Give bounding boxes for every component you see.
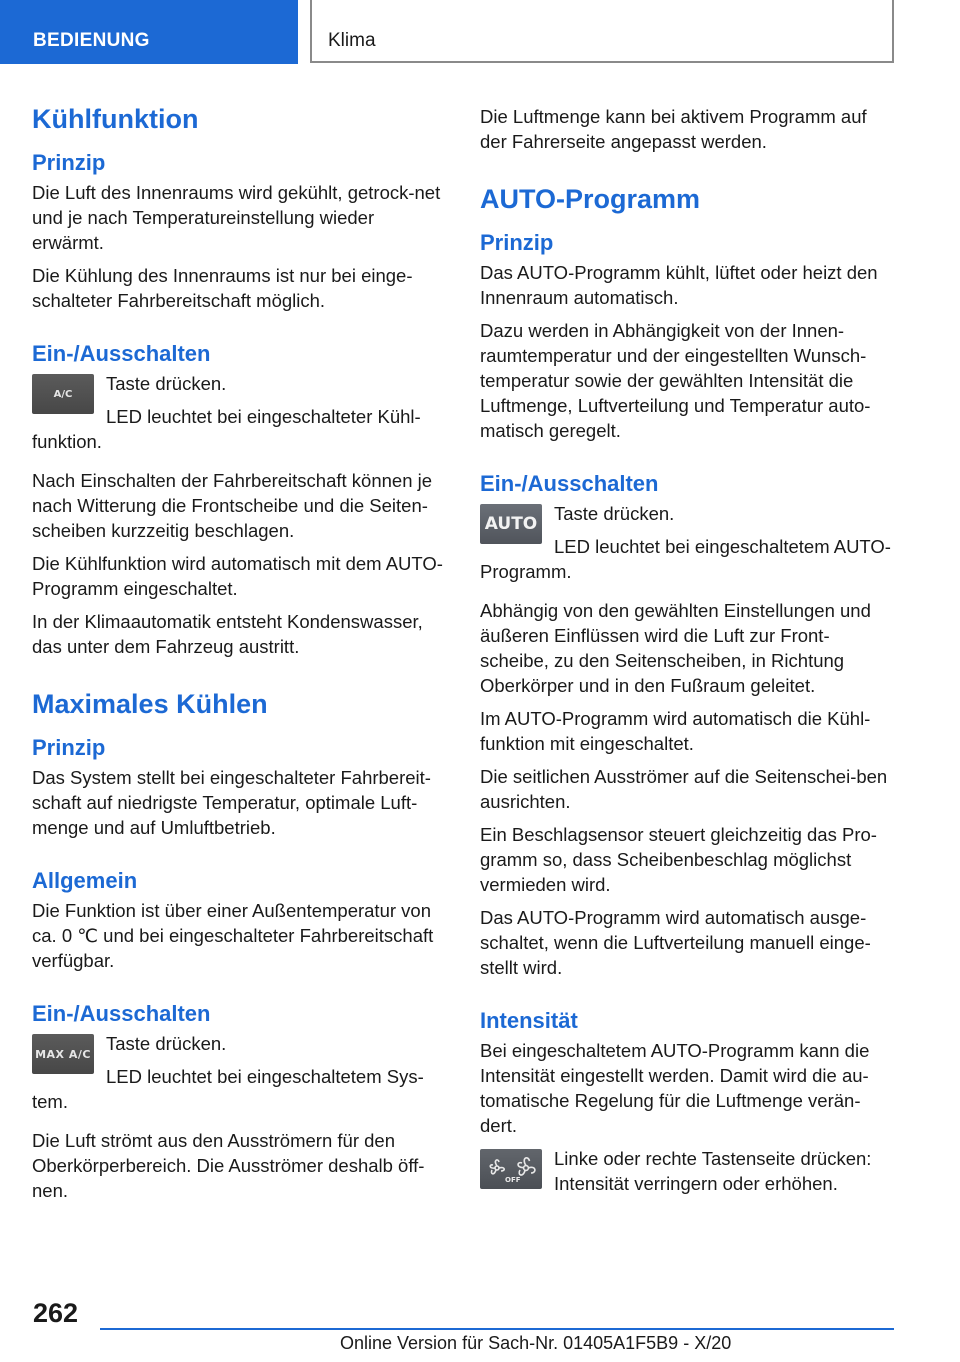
paragraph: Die seitlichen Ausströmer auf die Seitenschei-ben ausrichten. — [480, 766, 888, 812]
auto-button-icon: AUTO — [480, 504, 542, 544]
paragraph: Taste drücken. — [106, 1033, 227, 1054]
paragraph: Das AUTO-Programm wird automatisch ausge-schaltet, wenn die Luftverteilung manuell einge-stellt wird. — [480, 907, 871, 978]
fan-button-row — [480, 1146, 896, 1204]
footer-divider — [100, 1328, 894, 1330]
paragraph: Die Luftmenge kann bei aktivem Programm auf der Fahrerseite angepasst werden. — [480, 106, 867, 152]
paragraph: Die Funktion ist über einer Außentemperatur von ca. 0 ℃ und bei eingeschalteter Fahrbereitschaft verfügbar. — [32, 900, 434, 971]
paragraph: LED leuchtet bei eingeschaltetem AUTO-Programm. — [480, 536, 891, 582]
paragraph: Dazu werden in Abhängigkeit von der Innen-raumtemperatur und der eingestellten Wunsch-temperatur sowie der gewählten Intensität die Luftmenge, Luftverteilung und Temperatur auto-matisch geregelt. — [480, 320, 871, 441]
max-ac-button-icon: MAX A/C — [32, 1034, 94, 1074]
heading-prinzip: Prinzip — [32, 735, 106, 760]
svg-text:OFF: OFF — [505, 1176, 521, 1184]
paragraph: Bei eingeschaltetem AUTO-Programm kann die Intensität eingestellt werden. Damit wird die au-tomatische Regelung für die Luftmenge verän-dert. — [480, 1040, 870, 1136]
paragraph: Linke oder rechte Tastenseite drücken: Intensität verringern oder erhöhen. — [554, 1148, 872, 1194]
paragraph: LED leuchtet bei eingeschalteter Kühl-funktion. — [32, 406, 421, 452]
maxac-button-row — [32, 1031, 448, 1122]
paragraph: Das System stellt bei eingeschalteter Fahrbereit-schaft auf niedrigste Temperatur, optimale Luft-menge und auf Umluftbetrieb. — [32, 767, 431, 838]
heading-ein-ausschalten: Ein-/Ausschalten — [32, 341, 211, 366]
page-number: 262 — [33, 1298, 79, 1328]
section-label: BEDIENUNG — [33, 30, 150, 51]
paragraph: Die Kühlfunktion wird automatisch mit dem AUTO-Programm eingeschaltet. — [32, 553, 443, 599]
paragraph: Ein Beschlagsensor steuert gleichzeitig das Pro-gramm so, dass Scheibenbeschlag möglichst vermieden wird. — [480, 824, 877, 895]
heading-kuhlfunktion: Kühlfunktion — [32, 104, 199, 134]
chapter-frame — [310, 0, 894, 63]
paragraph: Das AUTO-Programm kühlt, lüftet oder heizt den Innenraum automatisch. — [480, 262, 878, 308]
paragraph: Die Luft strömt aus den Ausströmern für den Oberkörperbereich. Die Ausströmer deshalb öff-nen. — [32, 1130, 425, 1201]
ac-button-row — [32, 371, 448, 462]
paragraph: Taste drücken. — [106, 373, 227, 394]
paragraph: Nach Einschalten der Fahrbereitschaft können je nach Witterung die Frontscheibe und die Seiten-scheiben kurzzeitig beschlagen. — [32, 470, 433, 541]
paragraph: LED leuchtet bei eingeschaltetem Sys-tem. — [32, 1066, 424, 1112]
paragraph: Die Luft des Innenraums wird gekühlt, getrock-net und je nach Temperatureinstellung wieder erwärmt. — [32, 182, 441, 253]
heading-prinzip: Prinzip — [32, 150, 106, 175]
paragraph: Abhängig von den gewählten Einstellungen und äußeren Einflüssen wird die Luft zur Front-scheibe, zu den Seitenscheiben, in Richtung Oberkörper und in den Fußraum geleitet. — [480, 600, 871, 696]
ac-button-icon: A/C — [32, 374, 94, 414]
heading-ein-ausschalten: Ein-/Ausschalten — [480, 471, 659, 496]
paragraph: Taste drücken. — [554, 503, 675, 524]
paragraph: Im AUTO-Programm wird automatisch die Kühl-funktion mit eingeschaltet. — [480, 708, 871, 754]
footer-online-version: Online Version für Sach-Nr. 01405A1F5B9 - X/20 — [340, 1333, 732, 1353]
heading-prinzip: Prinzip — [480, 230, 554, 255]
paragraph: Die Kühlung des Innenraums ist nur bei einge-schalteter Fahrbereitschaft möglich. — [32, 265, 413, 311]
heading-maximales-kuhlen: Maximales Kühlen — [32, 689, 268, 719]
paragraph: In der Klimaautomatik entsteht Kondenswasser, das unter dem Fahrzeug austritt. — [32, 611, 423, 657]
fan-intensity-button-icon — [480, 1149, 542, 1189]
fan-icon — [482, 1152, 540, 1186]
heading-auto-programm: AUTO-Programm — [480, 184, 701, 214]
right-column — [480, 104, 896, 1204]
heading-intensitat: Intensität — [480, 1008, 578, 1033]
left-column — [32, 100, 448, 1211]
section-tab — [0, 0, 298, 64]
heading-allgemein: Allgemein — [32, 868, 138, 893]
heading-ein-ausschalten: Ein-/Ausschalten — [32, 1001, 211, 1026]
chapter-label: Klima — [328, 30, 376, 51]
auto-button-row — [480, 501, 896, 592]
